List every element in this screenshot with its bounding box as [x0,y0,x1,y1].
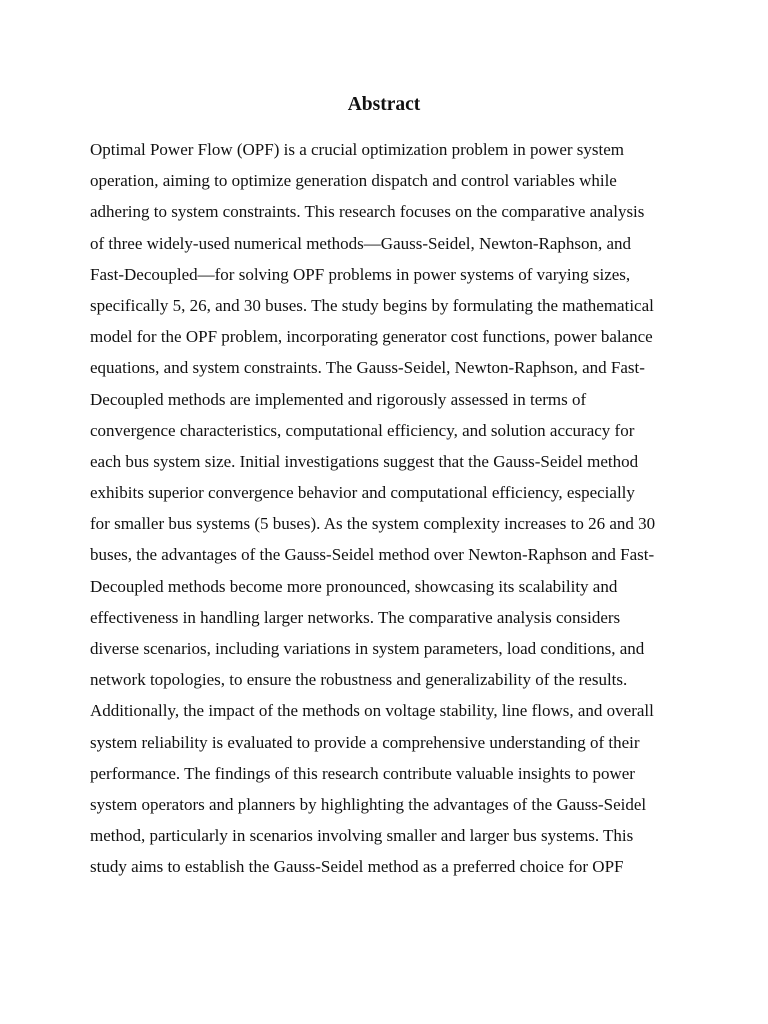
abstract-line: model for the OPF problem, incorporating generator cost functions, power balance [90,327,653,347]
abstract-body [90,137,690,886]
abstract-line: system operators and planners by highlighting the advantages of the Gauss-Seidel [90,794,647,814]
abstract-line: exhibits superior convergence behavior and computational efficiency, especially [90,483,635,503]
abstract-line: Fast-Decoupled—for solving OPF problems in power systems of varying sizes, [90,264,631,284]
abstract-line: each bus system size. Initial investigations suggest that the Gauss-Seidel method [90,451,639,471]
abstract-line: for smaller bus systems (5 buses). As the system complexity increases to 26 and 30 [90,514,656,534]
abstract-line: performance. The findings of this research contribute valuable insights to power [90,763,635,783]
abstract-line: Decoupled methods become more pronounced, showcasing its scalability and [90,576,618,596]
abstract-line: adhering to system constraints. This research focuses on the comparative analysis [90,202,645,222]
abstract-line: Additionally, the impact of the methods on voltage stability, line flows, and overall [90,701,654,721]
abstract-line: effectiveness in handling larger networks. The comparative analysis considers [90,607,621,627]
abstract-heading: Abstract [347,94,421,115]
abstract-line: buses, the advantages of the Gauss-Seidel method over Newton-Raphson and Fast- [90,545,655,565]
abstract-line: method, particularly in scenarios involving smaller and larger bus systems. This [90,826,634,846]
abstract-line: diverse scenarios, including variations in system parameters, load conditions, and [90,639,645,658]
abstract-line: study aims to establish the Gauss-Seidel method as a preferred choice for OPF [90,857,624,877]
abstract-line: network topologies, to ensure the robustness and generalizability of the results. [90,670,628,690]
abstract-line: equations, and system constraints. The Gauss-Seidel, Newton-Raphson, and Fast- [90,358,645,378]
abstract-line: specifically 5, 26, and 30 buses. The study begins by formulating the mathematical [90,295,654,315]
abstract-line: of three widely-used numerical methods—Gauss-Seidel, Newton-Raphson, and [90,233,632,253]
abstract-line: system reliability is evaluated to provide a comprehensive understanding of their [90,732,640,752]
abstract-line: operation, aiming to optimize generation dispatch and control variables while [90,171,617,191]
abstract-line: convergence characteristics, computational efficiency, and solution accuracy for [90,420,635,440]
abstract-line: Optimal Power Flow (OPF) is a crucial optimization problem in power system [90,140,625,159]
abstract-line: Decoupled methods are implemented and rigorously assessed in terms of [90,389,587,409]
